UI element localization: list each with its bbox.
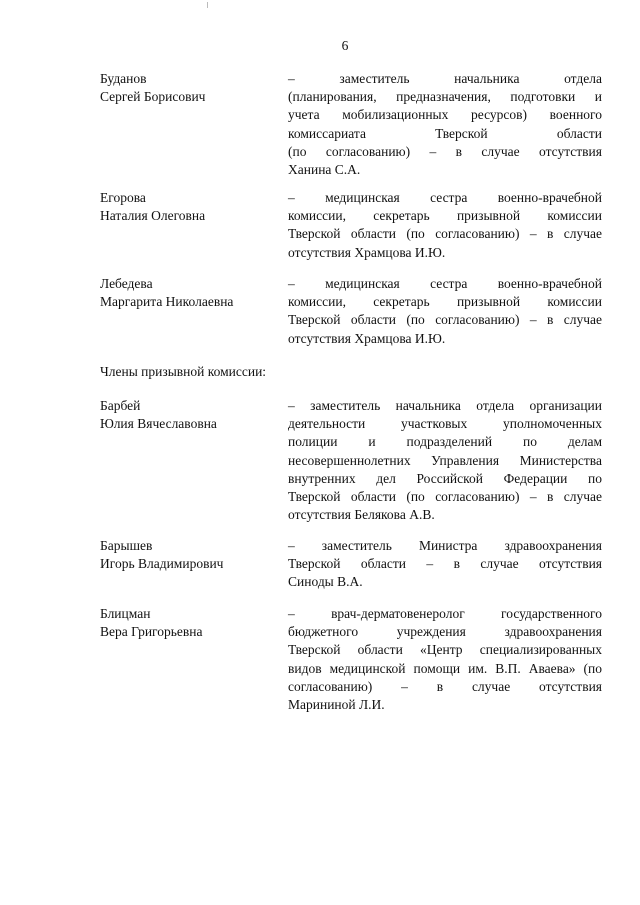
role-line: – заместитель начальника отдела организации [288, 398, 602, 413]
role-line: отсутствия Храмцова И.Ю. [288, 244, 446, 260]
section-heading: Члены призывной комиссии: [100, 364, 267, 379]
member-given-names: Юлия Вячеславовна [100, 416, 217, 432]
member-role [288, 70, 602, 179]
member-surname: Барышев [100, 538, 153, 553]
member-surname: Егорова [100, 190, 146, 205]
role-line: видов медицинской помощи им. В.П. Аваева» (по [288, 660, 602, 676]
member-given-names: Сергей Борисович [100, 89, 206, 105]
role-line: бюджетного учреждения здравоохранения [288, 624, 602, 640]
role-line: – медицинская сестра военно-врачебной [288, 190, 602, 205]
member-name [100, 189, 280, 225]
role-line: Тверской области «Центр специализированных [288, 642, 602, 658]
member-role [288, 537, 602, 592]
role-line: (планирования, предназначения, подготовки и [288, 89, 602, 105]
role-line: – медицинская сестра военно-врачебной [288, 276, 602, 291]
role-line: комиссии, секретарь призывной комиссии [288, 208, 602, 224]
member-role [288, 397, 602, 524]
role-line: комиссариата Тверской области [288, 125, 602, 141]
role-line: отсутствия Храмцова И.Ю. [288, 330, 446, 346]
role-line: внутренних дел Российской Федерации по [288, 470, 602, 486]
member-given-names: Наталия Олеговна [100, 208, 206, 224]
role-line: несовершеннолетних Управления Министерства [288, 452, 602, 468]
member-name [100, 275, 280, 311]
scan-speck [207, 2, 208, 8]
member-given-names: Маргарита Николаевна [100, 294, 234, 310]
role-line: Тверской области – в случае отсутствия [288, 556, 602, 572]
member-role [288, 605, 602, 714]
role-line: (по согласованию) – в случае отсутствия [288, 143, 602, 159]
role-line: Тверской области (по согласованию) – в случае [288, 489, 602, 505]
member-surname: Лебедева [100, 276, 153, 291]
member-name [100, 537, 280, 573]
role-line: отсутствия Белякова А.В. [288, 507, 435, 523]
member-given-names: Вера Григорьевна [100, 624, 203, 640]
role-line: Марининой Л.И. [288, 697, 385, 713]
member-surname: Блицман [100, 606, 151, 621]
page-number: 6 [341, 38, 349, 53]
member-role [288, 189, 602, 262]
role-line: комиссии, секретарь призывной комиссии [288, 294, 602, 310]
role-line: согласованию) – в случае отсутствия [288, 678, 602, 694]
role-line: Тверской области (по согласованию) – в случае [288, 312, 602, 328]
role-line: – врач-дерматовенеролог государственного [288, 606, 602, 621]
role-line: деятельности участковых уполномоченных [288, 416, 602, 432]
member-given-names: Игорь Владимирович [100, 556, 224, 572]
role-line: учета мобилизационных ресурсов) военного [288, 107, 602, 123]
role-line: полиции и подразделений по делам [288, 434, 602, 450]
role-line: – заместитель начальника отдела [288, 71, 602, 86]
role-line: – заместитель Министра здравоохранения [288, 538, 602, 553]
member-surname: Буданов [100, 71, 147, 86]
member-role [288, 275, 602, 348]
role-line: Тверской области (по согласованию) – в случае [288, 226, 602, 242]
role-line: Ханина С.А. [288, 162, 361, 178]
member-name [100, 397, 280, 433]
member-surname: Барбей [100, 398, 141, 413]
member-name [100, 605, 280, 641]
role-line: Синоды В.А. [288, 574, 363, 590]
member-name [100, 70, 280, 106]
